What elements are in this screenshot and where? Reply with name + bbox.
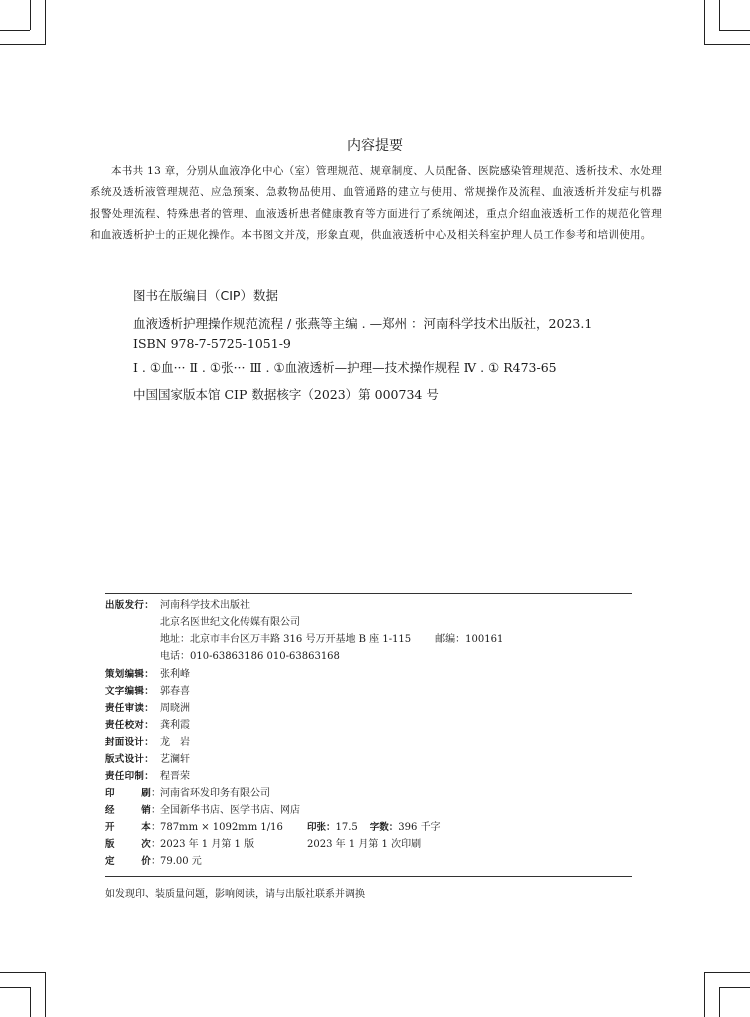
sheets-label: 印张： — [307, 822, 336, 833]
reviewer-label: 责任审读： — [105, 703, 155, 714]
layout-designer: 艺澜轩 — [160, 754, 190, 765]
sheets: 17.5 — [335, 822, 358, 833]
crop-mark-bottom-left — [45, 972, 46, 1017]
cover-row — [105, 736, 190, 750]
proofreader-label: 责任校对： — [105, 720, 155, 731]
printer-row: 印刷 ： 河南省环发印务有限公司 — [105, 788, 270, 799]
crop-mark-top-left — [30, 0, 31, 30]
distributor-row: 经销 ： 全国新华书店、医学书店、网店 — [105, 805, 300, 816]
text-editor-label: 文字编辑： — [105, 686, 155, 697]
publisher-label: 出版发行： — [105, 600, 155, 611]
planning-editor-label: 策划编辑： — [105, 669, 155, 680]
impression: 2023 年 1 月第 1 次印刷 — [307, 839, 422, 850]
price-label: 定价 — [105, 856, 151, 867]
crop-mark-bottom-left — [0, 987, 30, 988]
summary-title: 内容提要 — [347, 138, 403, 154]
printer-label: 印刷 — [105, 788, 151, 799]
cip-heading: 图书在版编目（CIP）数据 — [133, 288, 278, 303]
edition-row: 版次 ： 2023 年 1 月第 1 版 2023 年 1 月第 1 次印刷 — [105, 839, 422, 850]
crop-mark-top-right — [704, 44, 750, 45]
cip-isbn: ISBN 978-7-5725-1051-9 — [133, 336, 291, 351]
cip-record-number: 中国国家版本馆 CIP 数据核字（2023）第 000734 号 — [133, 387, 439, 402]
distributor: 全国新华书店、医学书店、网店 — [160, 805, 300, 816]
crop-mark-bottom-right — [704, 972, 705, 1017]
text-editor-row — [105, 685, 190, 699]
crop-mark-top-left — [45, 0, 46, 45]
crop-mark-top-right — [704, 0, 705, 45]
address-row — [160, 633, 503, 647]
edition-label: 版次 — [105, 839, 151, 850]
layout-row — [105, 753, 190, 767]
printer: 河南省环发印务有限公司 — [160, 788, 270, 799]
cover-label: 封面设计： — [105, 737, 155, 748]
planning-editor: 张利峰 — [160, 669, 190, 680]
crop-mark-bottom-left — [0, 972, 45, 973]
proofreader-row — [105, 719, 190, 733]
company: 北京名医世纪文化传媒有限公司 — [160, 617, 300, 628]
layout-label: 版式设计： — [105, 754, 155, 765]
words: 396 千字 — [398, 822, 441, 833]
crop-mark-top-right — [719, 30, 750, 31]
proofreader: 龚利霞 — [160, 720, 190, 731]
format: 787mm × 1092mm 1/16 — [160, 822, 283, 833]
crop-mark-bottom-right — [719, 987, 720, 1017]
price: 79.00 元 — [160, 856, 202, 867]
format-label: 开本 — [105, 822, 151, 833]
colophon-top-rule — [105, 593, 632, 594]
cip-classification: Ⅰ . ①血··· Ⅱ . ①张··· Ⅲ . ①血液透析—护理—技术操作规程 Ⅳ . ① R473-65 — [133, 360, 557, 375]
format-row: 开本 ： 787mm × 1092mm 1/16 印张：17.5 字数：396 千字 — [105, 822, 441, 833]
summary-body: 本书共 13 章，分别从血液净化中心（室）管理规范、规章制度、人员配备、医院感染管理规范、透析技术、水处理系统及透析液管理规范、应急预案、急救物品使用、血管通路的建立与使用、常规操作及流程、血液透析并发症与机器报警处理流程、特殊患者的管理、血液透析患者健康教育等方面进行了系统阐述，重点介绍血液透析工作的规范化管理和血液透析护士的正规化操作。本书图文并茂，形象直观，供血液透析中心及相关科室护理人员工作参考和培训使用。 — [90, 165, 662, 241]
text-editor: 郭春喜 — [160, 686, 190, 697]
phone: 电话：010-63863186 010-63863168 — [160, 651, 340, 662]
publisher-row — [105, 599, 250, 613]
reviewer-row — [105, 702, 190, 716]
colophon-bottom-rule — [105, 876, 632, 877]
publisher: 河南科学技术出版社 — [160, 600, 250, 611]
address: 地址：北京市丰台区万丰路 316 号万开基地 B 座 1-115 — [160, 634, 412, 645]
postcode: 邮编：100161 — [435, 634, 504, 645]
crop-mark-bottom-right — [719, 987, 750, 988]
cip-title-line: 血液透析护理操作规范流程 / 张燕等主编 . —郑州 ：河南科学技术出版社，2023.1 — [133, 316, 593, 331]
crop-mark-top-left — [0, 44, 45, 45]
crop-mark-top-left — [0, 30, 30, 31]
crop-mark-bottom-right — [704, 972, 750, 973]
printing-supervisor: 程晋荣 — [160, 771, 190, 782]
words-label: 字数： — [369, 822, 399, 833]
printing-supervisor-row — [105, 770, 190, 784]
printing-supervisor-label: 责任印制： — [105, 771, 155, 782]
quality-notice: 如发现印、装质量问题，影响阅读，请与出版社联系并调换 — [105, 889, 365, 900]
crop-mark-bottom-left — [30, 987, 31, 1017]
crop-mark-top-right — [719, 0, 720, 30]
cover-designer: 龙 岩 — [160, 737, 190, 748]
planning-editor-row — [105, 668, 190, 682]
distributor-label: 经销 — [105, 805, 151, 816]
edition: 2023 年 1 月第 1 版 — [160, 839, 255, 850]
price-row: 定价 ： 79.00 元 — [105, 856, 202, 867]
reviewer: 周晓洲 — [160, 703, 190, 714]
